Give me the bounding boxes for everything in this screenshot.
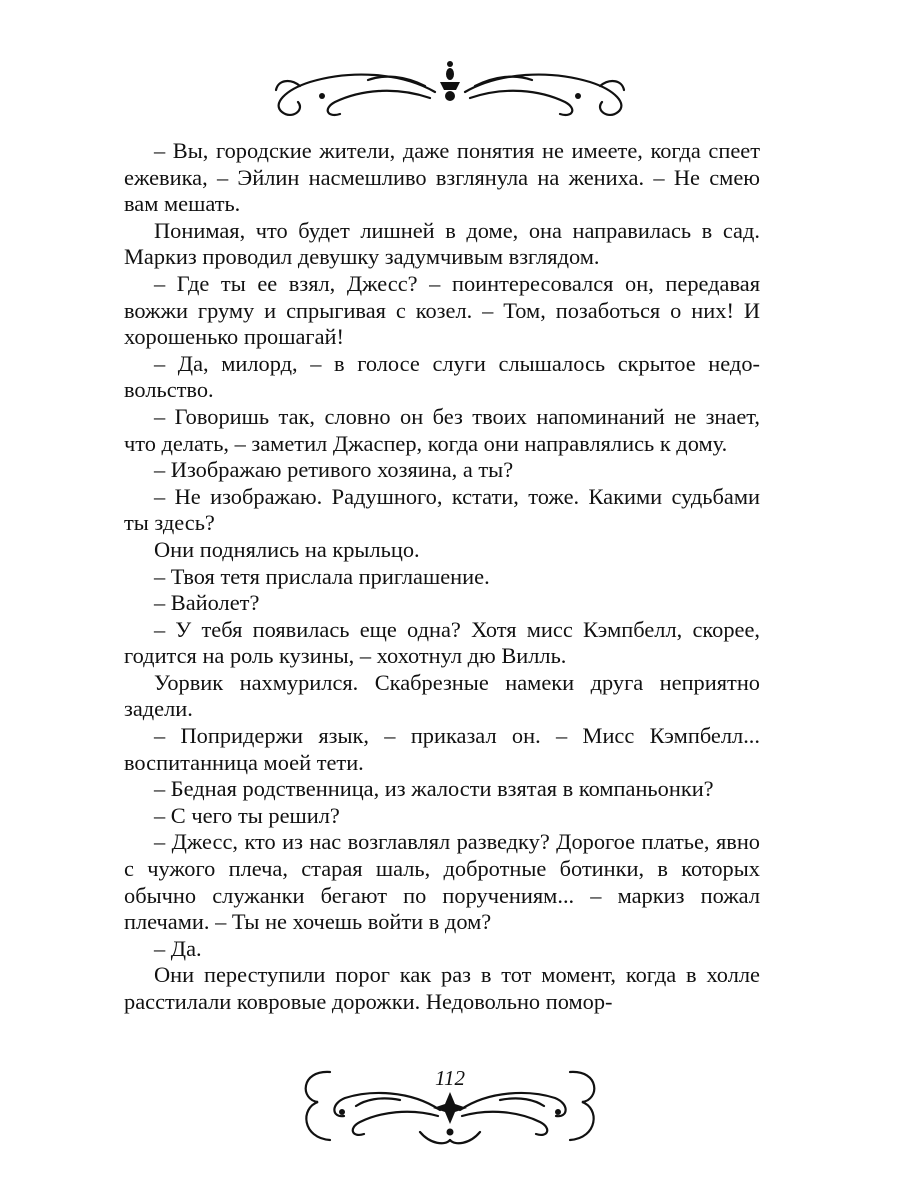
paragraph: Они поднялись на крыльцо. xyxy=(154,536,420,562)
paragraph: – Вайолет? xyxy=(154,590,260,616)
paragraph: – Вы, городские жители, даже понятия не имеете, когда спеет ежевика, – Эйлин насмешливо взглянула на жениха. – Не смею вам мешать. xyxy=(124,138,760,217)
paragraph: – Бедная родственница, из жалости взятая в компаньонки? xyxy=(154,776,714,802)
paragraph: – С чего ты решил? xyxy=(154,802,340,828)
paragraph: – Твоя тетя прислала приглашение. xyxy=(154,563,490,589)
paragraph: – Не изображаю. Радушного, кстати, тоже. Какими судьбами ты здесь? xyxy=(124,483,760,536)
page-number: 112 xyxy=(435,1066,465,1090)
paragraph: – Джесс, кто из нас возглавлял разведку? Дорогое платье, явно с чужого плеча, старая шаль, добротные ботинки, в которых обычно служанки бегают по поручениям... – маркиз пожал плечами. – Ты не хочешь войти в дом? xyxy=(124,829,760,935)
paragraph: – Где ты ее взял, Джесс? – поинтересовался он, передавая вожжи груму и спрыгивая с козел. – Том, позаботься о них! И хорошенько прошагай! xyxy=(124,270,760,350)
paragraph: – Да, милорд, – в голосе слуги слышалось скрытое недовольство. xyxy=(124,350,760,403)
body-text xyxy=(124,138,760,1016)
top-ornament xyxy=(0,52,900,122)
paragraph: Уорвик нахмурился. Скабрезные намеки друга неприятно задели. xyxy=(124,669,760,722)
paragraph: – Изображаю ретивого хозяина, а ты? xyxy=(154,457,514,483)
paragraph: – Попридержи язык, – приказал он. – Мисс Кэмпбелл... воспитанница моей тети. xyxy=(124,723,760,775)
paragraph: – У тебя появилась еще одна? Хотя мисс Кэмпбелл, скорее, годится на роль кузины, – хохотнул дю Вилль. xyxy=(124,616,760,669)
paragraph: Понимая, что будет лишней в доме, она направилась в сад. Маркиз проводил девушку задумчивым взглядом. xyxy=(124,217,760,270)
paragraph: – Да. xyxy=(154,935,202,961)
paragraph: Они переступили порог как раз в тот момент, когда в холле расстилали ковровые дорожки. Недовольно помор- xyxy=(124,962,760,1014)
paragraph: – Говоришь так, словно он без твоих напоминаний не знает, что делать, – заметил Джаспер, когда они направлялись к дому. xyxy=(124,403,760,456)
